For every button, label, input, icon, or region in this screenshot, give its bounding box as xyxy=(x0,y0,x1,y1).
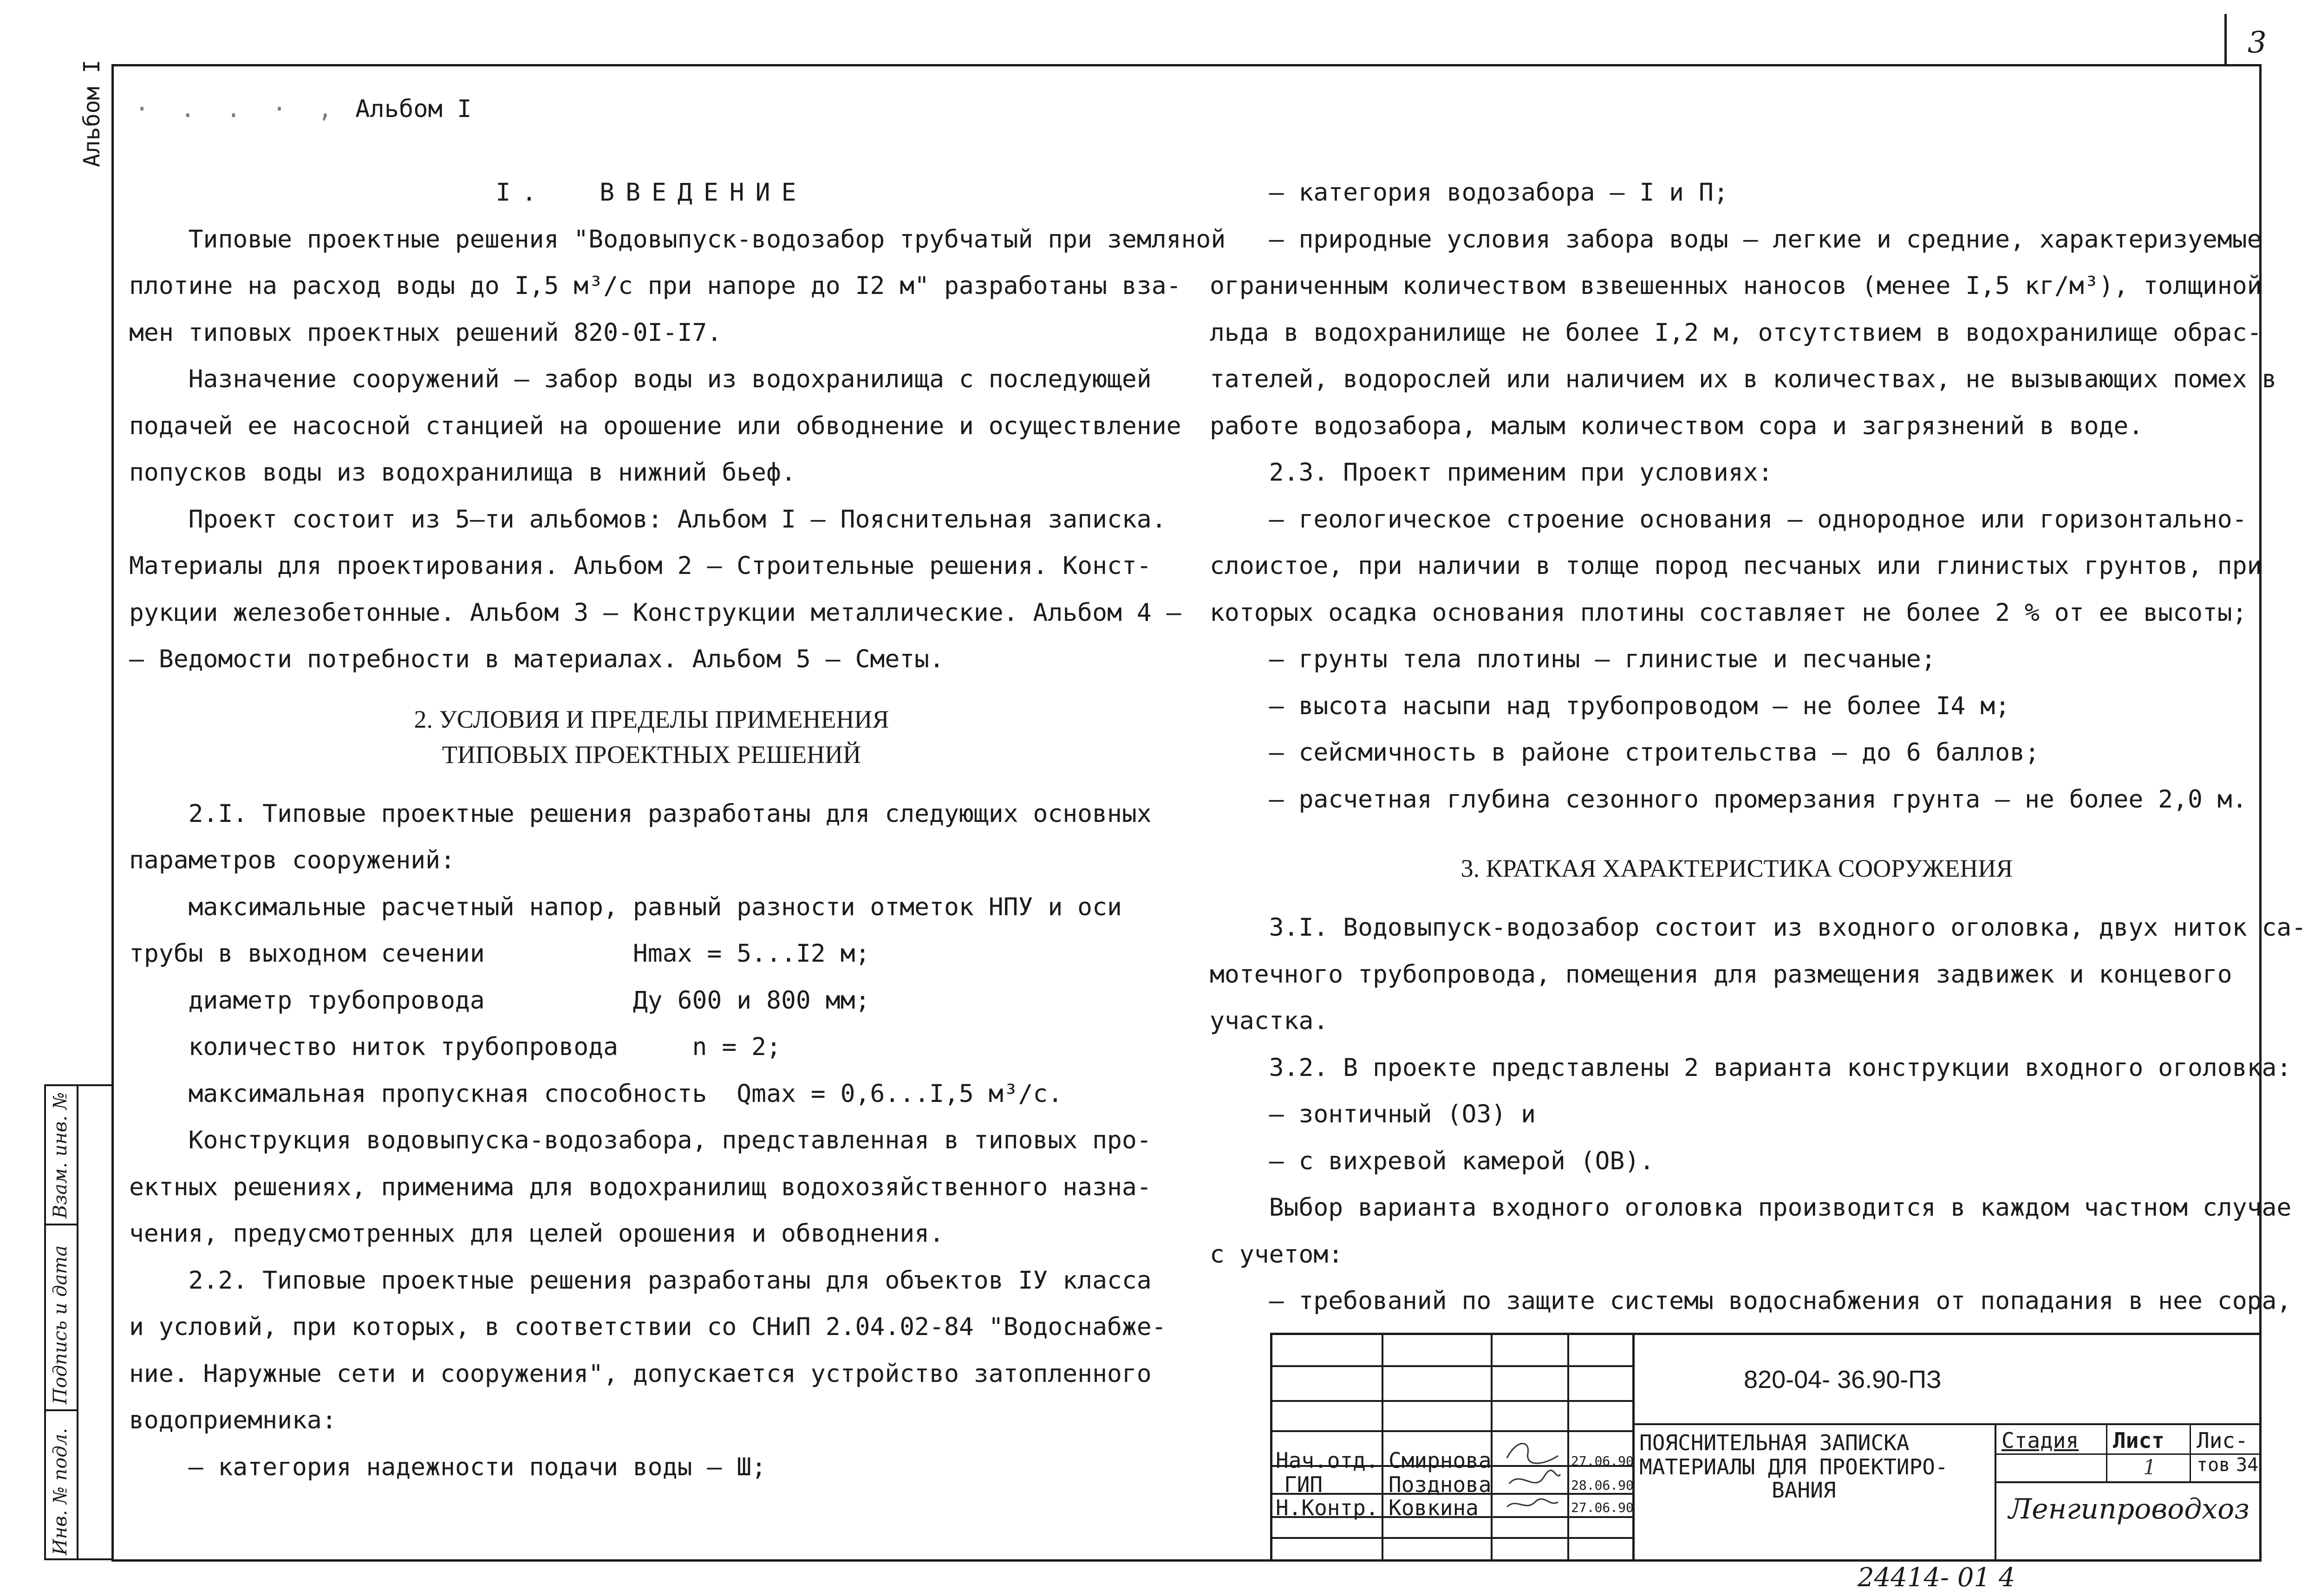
paragraph-line: – категория водозабора – I и П; xyxy=(1210,178,1728,207)
paragraph-line: максимальная пропускная способность Qmax = 0,6...I,5 м³/с. xyxy=(129,1079,1063,1108)
paragraph-line: количество ниток трубопровода n = 2; xyxy=(129,1033,781,1061)
doc-title-line1: ПОЯСНИТЕЛЬНАЯ ЗАПИСКА xyxy=(1639,1430,1910,1455)
paragraph-line: параметров сооружений: xyxy=(129,846,455,874)
paragraph-line: 2.3. Проект применим при условиях: xyxy=(1210,458,1773,487)
paragraph-line: – сейсмичность в районе строительства – до 6 баллов; xyxy=(1210,738,2040,767)
paragraph-line: Назначение сооружений – забор воды из водохранилища с последующей xyxy=(129,365,1152,393)
right-column xyxy=(1210,169,2307,1325)
paragraph-line: слоистое, при наличии в толще пород песчаных или глинистых грунтов, при xyxy=(1210,552,2262,580)
paragraph-line: и условий, при которых, в соответствии со СНиП 2.04.02-84 "Водоснабже- xyxy=(129,1313,1167,1341)
paragraph-line: Материалы для проектирования. Альбом 2 – Строительные решения. Конст- xyxy=(129,552,1152,580)
paragraph-line: Проект состоит из 5–ти альбомов: Альбом I – Пояснительная записка. xyxy=(129,505,1167,534)
role-label: Нач.отд. xyxy=(1276,1448,1379,1473)
album-header xyxy=(135,95,472,123)
page-number: 3 xyxy=(2248,26,2267,60)
sheet-label: Лист xyxy=(2113,1428,2165,1453)
sign-date: 27.06.90 xyxy=(1571,1500,1634,1515)
paragraph-line: 3.2. В проекте представлены 2 варианта конструкции входного оголовка: xyxy=(1210,1053,2292,1082)
paragraph-line: – с вихревой камерой (ОВ). xyxy=(1210,1147,1655,1175)
archive-number: 24414- 01 4 xyxy=(1858,1563,2015,1593)
organization-name: Ленгипроводхоз xyxy=(2008,1493,2249,1525)
side-album-label: Альбом I xyxy=(79,59,105,167)
title-block xyxy=(1270,1333,2262,1559)
approval-stamp-strip xyxy=(44,1084,114,1560)
paragraph-line: Конструкция водовыпуска-водозабора, представленная в типовых про- xyxy=(129,1126,1152,1154)
paragraph-line: участка. xyxy=(1210,1007,1329,1035)
paragraph-line: – категория надежности подачи воды – Ш; xyxy=(129,1453,767,1481)
staff-name: Позднова xyxy=(1389,1472,1492,1497)
paragraph-line: попусков воды из водохранилища в нижний бьеф. xyxy=(129,458,796,487)
role-label: ГИП xyxy=(1284,1472,1323,1497)
paragraph-line: тателей, водорослей или наличием их в количествах, не вызывающих помех в xyxy=(1210,365,2277,393)
stamp-cell-inventory xyxy=(46,1411,77,1560)
staff-name: Смирнова xyxy=(1389,1448,1492,1473)
paragraph-line: мен типовых проектных решений 820-0I-I7. xyxy=(129,318,722,347)
paragraph-line: – высота насыпи над трубопроводом – не более I4 м; xyxy=(1210,691,2010,720)
paragraph-line: – требований по защите системы водоснабжения от попадания в нее сора, xyxy=(1210,1287,2292,1315)
paragraph-line: ектных решениях, применима для водохранилищ водохозяйственного назна- xyxy=(129,1173,1152,1201)
heading-conditions: 2. УСЛОВИЯ И ПРЕДЕЛЫ ПРИМЕНЕНИЯ xyxy=(414,705,889,733)
paragraph-line: 2.2. Типовые проектные решения разработаны для объектов IУ класса xyxy=(129,1266,1152,1295)
paragraph-line: – природные условия забора воды – легкие и средние, характеризуемые xyxy=(1210,225,2262,254)
header-dots: · . . · , xyxy=(135,95,341,123)
paragraph-line: – расчетная глубина сезонного промерзания грунта – не более 2,0 м. xyxy=(1210,785,2247,814)
doc-title-line3: ВАНИЯ xyxy=(1772,1478,1836,1503)
document-code: 820-04- 36.90-ПЗ xyxy=(1744,1366,1942,1394)
stamp-signature-label: Подпись и дата xyxy=(50,1245,71,1404)
stamp-replacement-label: Взам. инв. № xyxy=(50,1092,71,1218)
staff-name: Ковкина xyxy=(1389,1495,1479,1520)
paragraph-line: плотине на расход воды до I,5 м³/с при напоре до I2 м" разработаны вза- xyxy=(129,272,1181,300)
heading-introduction: I. ВВЕДЕНИЕ xyxy=(496,178,808,207)
stamp-inventory-label: Инв. № подл. xyxy=(50,1428,71,1555)
sheets-count: 34 xyxy=(2236,1454,2259,1476)
sheets-label-1: Лис- xyxy=(2197,1428,2248,1453)
signature-marks xyxy=(1502,1437,1565,1518)
paragraph-line: льда в водохранилище не более I,2 м, отсутствием в водохранилище обрас- xyxy=(1210,318,2262,347)
paragraph-line: Типовые проектные решения "Водовыпуск-водозабор трубчатый при земляной xyxy=(129,225,1226,254)
paragraph-line: – геологическое строение основания – однородное или горизонтально- xyxy=(1210,505,2247,534)
heading-characteristics: 3. КРАТКАЯ ХАРАКТЕРИСТИКА СООРУЖЕНИЯ xyxy=(1460,854,2013,882)
paragraph-line: водоприемника: xyxy=(129,1406,337,1434)
paragraph-line: подачей ее насосной станцией на орошение или обводнение и осуществление xyxy=(129,411,1181,440)
doc-title-line2: МАТЕРИАЛЫ ДЛЯ ПРОЕКТИРО- xyxy=(1639,1454,1948,1479)
sheet-number: 1 xyxy=(2143,1456,2156,1479)
paragraph-line: – зонтичный (ОЗ) и xyxy=(1210,1100,1536,1128)
paragraph-line: с учетом: xyxy=(1210,1240,1343,1269)
paragraph-line: 3.I. Водовыпуск-водозабор состоит из входного оголовка, двух ниток са- xyxy=(1210,913,2307,942)
paragraph-line: трубы в выходном сечении Hmax = 5...I2 м; xyxy=(129,939,870,968)
paragraph-line: чения, предусмотренных для целей орошения и обводнения. xyxy=(129,1219,944,1248)
left-column xyxy=(129,169,1226,1491)
paragraph-line: работе водозабора, малым количеством сора и загрязнений в воде. xyxy=(1210,411,2144,440)
sheets-label-2: тов xyxy=(2197,1454,2230,1476)
heading-conditions-2: ТИПОВЫХ ПРОЕКТНЫХ РЕШЕНИЙ xyxy=(442,740,861,769)
role-label: Н.Контр. xyxy=(1276,1495,1379,1520)
paragraph-line: 2.I. Типовые проектные решения разработаны для следующих основных xyxy=(129,799,1152,828)
paragraph-line: которых осадка основания плотины составляет не более 2 % от ее высоты; xyxy=(1210,598,2247,627)
paragraph-line: – грунты тела плотины – глинистые и песчаные; xyxy=(1210,645,1936,673)
paragraph-line: ние. Наружные сети и сооружения", допускается устройство затопленного xyxy=(129,1359,1152,1388)
stamp-cell-replacement xyxy=(46,1086,77,1225)
paragraph-line: рукции железобетонные. Альбом 3 – Конструкции металлические. Альбом 4 – xyxy=(129,598,1181,627)
paragraph-line: максимальные расчетный напор, равный разности отметок НПУ и оси xyxy=(129,892,1122,921)
paragraph-line: – Ведомости потребности в материалах. Альбом 5 – Сметы. xyxy=(129,645,944,673)
paragraph-line: ограниченным количеством взвешенных наносов (менее I,5 кг/м³), толщиной xyxy=(1210,272,2262,300)
sign-date: 28.06.90 xyxy=(1571,1478,1634,1493)
paragraph-line: диаметр трубопровода Ду 600 и 800 мм; xyxy=(129,986,870,1015)
paragraph-line: Выбор варианта входного оголовка производится в каждом частном случае xyxy=(1210,1193,2292,1222)
paragraph-line: мотечного трубопровода, помещения для размещения задвижек и концевого xyxy=(1210,960,2232,989)
stage-label: Стадия xyxy=(2002,1428,2079,1453)
album-header-text: Альбом I xyxy=(355,95,472,123)
stamp-cell-signature xyxy=(46,1225,77,1411)
sign-date: 27.06.90 xyxy=(1571,1453,1634,1469)
